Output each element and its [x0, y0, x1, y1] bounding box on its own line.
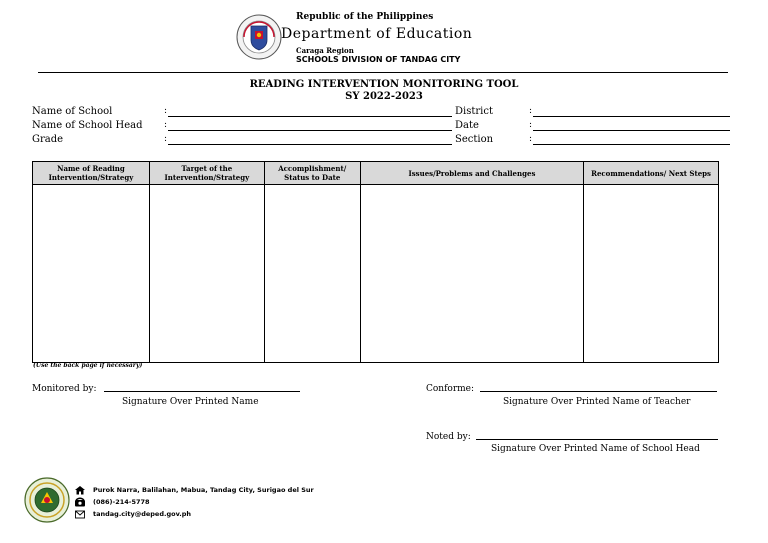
date-field[interactable]	[533, 121, 730, 131]
noted-caption: Signature Over Printed Name of School Head	[491, 444, 700, 454]
region-heading: Caraga Region	[296, 46, 354, 55]
accomplishment-cell[interactable]	[264, 185, 360, 363]
column-header-accomplishment: Accomplishment/ Status to Date	[264, 162, 360, 185]
monitored-signature-line[interactable]	[104, 384, 300, 392]
colon: :	[164, 134, 168, 144]
table-header-row	[33, 162, 719, 185]
recommendations-cell[interactable]	[584, 185, 719, 363]
home-icon	[74, 485, 86, 495]
footer-phone: (086)-214-5778	[93, 498, 150, 506]
back-page-note: (Use the back page if necessary)	[33, 362, 143, 369]
column-header-intervention: Name of Reading Intervention/Strategy	[33, 162, 150, 185]
monitored-by-label: Monitored by:	[32, 384, 97, 394]
district-label: District	[455, 106, 493, 117]
colon: :	[529, 120, 533, 130]
column-header-recommendations: Recommendations/ Next Steps	[584, 162, 719, 185]
department-heading: Department of Education	[281, 26, 473, 42]
phone-icon	[74, 497, 86, 507]
republic-heading: Republic of the Philippines	[296, 12, 434, 22]
conforme-caption: Signature Over Printed Name of Teacher	[503, 397, 691, 407]
grade-label: Grade	[32, 134, 64, 145]
section-label: Section	[455, 134, 494, 145]
district-field[interactable]	[533, 107, 730, 117]
school-head-field[interactable]	[168, 121, 452, 131]
school-year: SY 2022-2023	[345, 91, 423, 102]
date-label: Date	[455, 120, 479, 131]
email-icon	[74, 509, 86, 519]
target-cell[interactable]	[149, 185, 264, 363]
column-header-issues: Issues/Problems and Challenges	[360, 162, 583, 185]
school-head-label: Name of School Head	[32, 120, 143, 131]
noted-signature-line[interactable]	[476, 432, 718, 440]
intervention-cell[interactable]	[33, 185, 150, 363]
division-heading: SCHOOLS DIVISION OF TANDAG CITY	[296, 55, 461, 64]
footer-address: Purok Narra, Balilahan, Mabua, Tandag City, Surigao del Sur	[93, 486, 314, 494]
header-divider	[38, 72, 728, 73]
document-title: READING INTERVENTION MONITORING TOOL	[249, 79, 519, 90]
colon: :	[529, 106, 533, 116]
grade-field[interactable]	[168, 135, 452, 145]
footer-email: tandag.city@deped.gov.ph	[93, 510, 192, 518]
school-name-label: Name of School	[32, 106, 113, 117]
table-row	[33, 185, 719, 363]
monitored-caption: Signature Over Printed Name	[122, 397, 259, 407]
colon: :	[164, 106, 168, 116]
column-header-target: Target of the Intervention/Strategy	[149, 162, 264, 185]
issues-cell[interactable]	[360, 185, 583, 363]
monitoring-table	[32, 161, 719, 363]
colon: :	[164, 120, 168, 130]
school-name-field[interactable]	[168, 107, 452, 117]
colon: :	[529, 134, 533, 144]
division-seal-icon	[24, 477, 70, 523]
noted-by-label: Noted by:	[426, 432, 471, 442]
conforme-signature-line[interactable]	[480, 384, 717, 392]
section-field[interactable]	[533, 135, 730, 145]
conforme-label: Conforme:	[426, 384, 475, 394]
deped-seal-icon	[236, 14, 282, 60]
